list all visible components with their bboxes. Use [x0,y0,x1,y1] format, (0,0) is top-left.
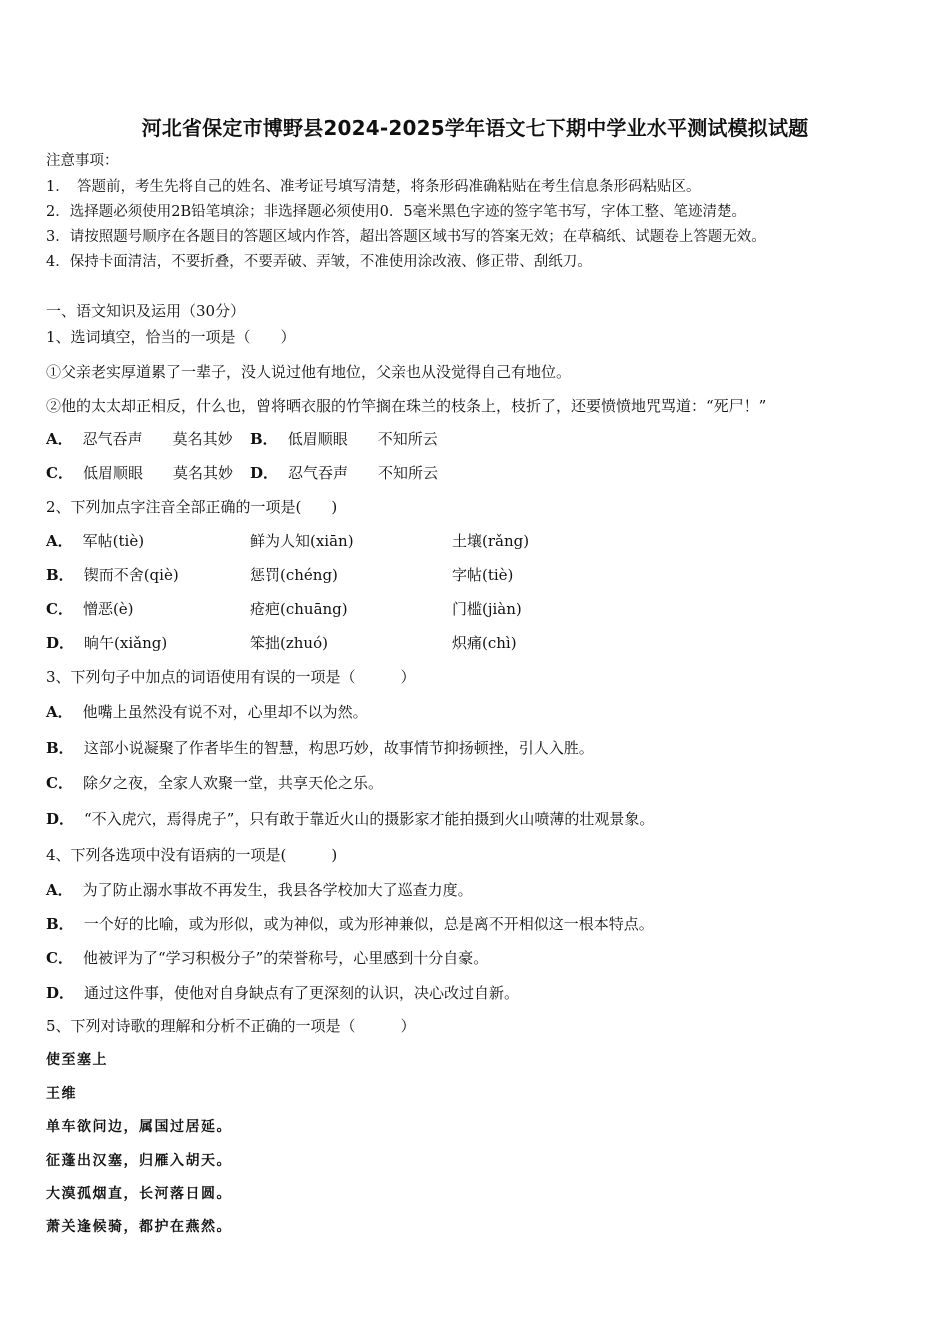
poem-line: 萧关逢候骑，都护在燕然。 [46,1219,232,1235]
question-3-option-c [46,773,383,793]
question-1-option-a [46,429,233,449]
option-text: 忍气吞声 不知所云 [288,464,439,482]
option-letter: C． [46,600,73,618]
option-column-2: 笨拙(zhuó) [250,634,328,652]
option-letter: B． [46,566,74,584]
notice-item: 2．选择题必须使用2B铅笔填涂；非选择题必须使用0．5毫米黑色字迹的签字笔书写，字体工整、笔迹清楚。 [46,204,747,220]
option-letter: C． [46,464,73,482]
section-heading: 一、语文知识及运用（30分） [46,302,246,320]
option-column-2: 疮疤(chuāng) [250,600,348,618]
option-letter: A． [46,430,73,448]
option-text: 晌午(xiǎng) [84,634,168,652]
option-letter: B． [46,915,74,933]
option-letter: D． [46,634,75,652]
page-title: 河北省保定市博野县2024-2025学年语文七下期中学业水平测试模拟试题 [141,116,809,140]
notice-item: 1． 答题前，考生先将自己的姓名、准考证号填写清楚，将条形码准确粘贴在考生信息条形码粘贴区。 [46,179,701,195]
option-text: 他被评为了“学习积极分子”的荣誉称号，心里感到十分自豪。 [82,949,489,967]
question-2-option-letter [46,565,179,585]
question-1-option-c [46,463,233,483]
question-1-sentence-1: ①父亲老实厚道累了一辈子，没人说过他有地位，父亲也从没觉得自己有地位。 [46,363,572,381]
question-2-stem: 2、下列加点字注音全部正确的一项是( ) [46,498,338,516]
notice-item: 3．请按照题号顺序在各题目的答题区域内作答，超出答题区域书写的答案无效；在草稿纸、试题卷上答题无效。 [46,229,766,245]
option-text: 忍气吞声 莫名其妙 [82,430,233,448]
notice-item: 4．保持卡面清洁，不要折叠，不要弄破、弄皱，不准使用涂改液、修正带、刮纸刀。 [46,254,592,270]
poem-line: 征蓬出汉塞，归雁入胡天。 [46,1153,232,1169]
option-letter: D． [46,810,75,828]
option-text: 通过这件事，使他对自身缺点有了更深刻的认识，决心改过自新。 [84,984,520,1002]
notice-heading: 注意事项： [46,153,119,169]
option-letter: D． [250,464,279,482]
poem-line: 大漠孤烟直，长河落日圆。 [46,1186,232,1202]
option-letter: A． [46,703,73,721]
option-column-3: 字帖(tiè) [452,566,514,584]
option-text: 除夕之夜，全家人欢聚一堂，共享天伦之乐。 [82,774,383,792]
option-letter: C． [46,949,73,967]
option-text: 这部小说凝聚了作者毕生的智慧，构思巧妙，故事情节抑扬顿挫，引人入胜。 [83,739,594,757]
question-1-option-b [250,429,438,449]
option-text: 他嘴上虽然没有说不对，心里却不以为然。 [82,703,368,721]
option-text: 低眉顺眼 不知所云 [287,430,438,448]
poem-line: 单车欲问边，属国过居延。 [46,1119,232,1135]
question-4-option-a [46,880,473,900]
option-column-2: 惩罚(chéng) [250,566,338,584]
poem-title: 使至塞上 [46,1052,108,1068]
option-column-3: 门槛(jiàn) [452,600,522,618]
question-1-sentence-2: ②他的太太却正相反，什么也，曾将晒衣服的竹竿搁在珠兰的枝条上，枝折了，还要愤愤地咒骂道：“死尸！” [46,397,767,415]
option-letter: A． [46,532,73,550]
question-2-option-letter [46,599,134,619]
option-letter: D． [46,984,75,1002]
option-text: “不入虎穴，焉得虎子”，只有敢于靠近火山的摄影家才能拍摄到火山喷薄的壮观景象。 [84,810,655,828]
question-4-stem: 4、下列各选项中没有语病的一项是( ) [46,846,338,864]
question-3-option-d [46,809,654,829]
option-text: 为了防止溺水事故不再发生，我县各学校加大了巡查力度。 [82,881,473,899]
question-5-stem: 5、下列对诗歌的理解和分析不正确的一项是（ ） [46,1017,416,1035]
option-letter: B． [250,430,278,448]
question-4-option-b [46,914,654,934]
question-4-option-d [46,983,519,1003]
option-letter: C． [46,774,73,792]
option-text: 锲而不舍(qiè) [83,566,179,584]
question-1-option-d [250,463,438,483]
option-letter: B． [46,739,74,757]
question-1-stem: 1、选词填空，恰当的一项是（ ） [46,328,296,346]
question-3-option-b [46,738,594,758]
question-4-option-c [46,948,488,968]
option-text: 一个好的比喻，或为形似，或为神似，或为形神兼似，总是离不开相似这一根本特点。 [83,915,654,933]
poem-author: 王维 [46,1086,77,1102]
option-text: 低眉顺眼 莫名其妙 [82,464,233,482]
question-3-stem: 3、下列句子中加点的词语使用有误的一项是（ ） [46,668,416,686]
option-column-3: 土壤(rǎng) [452,532,530,550]
option-letter: A． [46,881,73,899]
question-2-option-letter [46,633,167,653]
question-2-option-letter [46,531,144,551]
option-column-3: 炽痛(chì) [452,634,517,652]
option-text: 军帖(tiè) [82,532,145,550]
option-column-2: 鲜为人知(xiān) [250,532,354,550]
option-text: 憎恶(è) [82,600,134,618]
question-3-option-a [46,702,368,722]
